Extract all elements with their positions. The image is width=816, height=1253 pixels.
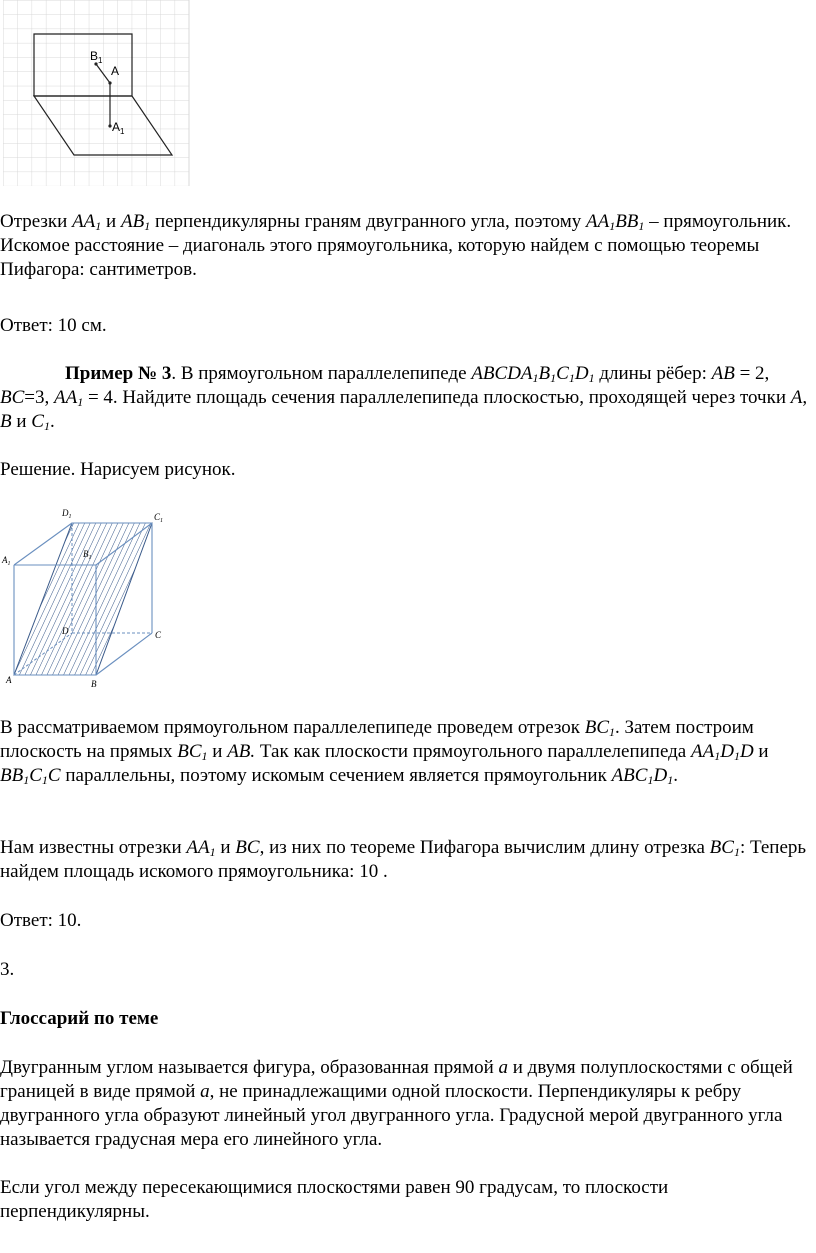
point-label-a: A [111, 64, 120, 78]
paragraph-solution-1: Отрезки $AA_1$ и $AB_1$ перпендикулярны граням двугранного угла, поэтому $AA_1BB_1$ – прямоугольник. Искомое расстояние – диагональ этого прямоугольника, которую найдем с помощью теоремы Пифагора: сантиметров. [0, 211, 792, 280]
example-3: Пример № 3. В прямоугольном параллелепипеде $ABCDA_1B_1C_1D_1$ длины рёбер: AB = 2, BC=3, $AA_1 = 4$. Найдите площадь сечения параллелепипеда плоскостью, проходящей через точки A, B и $C_1$. [0, 363, 808, 433]
vertex-label-b1: $B_1$ [83, 549, 92, 561]
answer-2: Ответ: 10. [0, 910, 82, 931]
point-label-b1: $B_1$ [90, 49, 103, 65]
paragraph-solution-2: В рассматриваемом прямоугольном параллелепипеде проведем отрезок $BC_1$. Затем построим плоскость на прямых $BC_1$ и AB. Так как плоскости прямоугольного параллелепипеда $AA_1D_1D$ и $BB_1C_1C$ параллельны, поэтому искомым сечением является прямоугольник $ABC_1D_1$. [0, 717, 769, 787]
vertex-label-d1: $D_1$ [62, 508, 72, 520]
paragraph-solution-3: Нам известны отрезки $AA_1$ и BC, из них по теореме Пифагора вычислим длину отрезка $BC_1$: Теперь найдем площадь искомого прямоугольника: 10 . [0, 837, 807, 882]
glossary-title: Глоссарий по теме [0, 1008, 159, 1029]
vertex-label-c: C [155, 630, 162, 640]
vertex-label-a: A [6, 675, 12, 685]
glossary-definition-1: Двугранным углом называется фигура, образованная прямой а и двумя полуплоскостями с общей границей в виде прямой а, не принадлежащими одной плоскости. Перпендикуляры к ребру двугранного угла образуют линейный угол двугранного угла. Градусной мерой двугранного угла называется градусная мера его линейного угла. [0, 1057, 793, 1150]
solution-intro: Решение. Нарисуем рисунок. [0, 459, 236, 480]
vertex-label-a1: $A_1$ [2, 555, 11, 567]
dihedral-angle-figure [0, 0, 190, 190]
point-label-a1: $A_1$ [112, 120, 125, 136]
vertex-label-c1: $C_1$ [154, 512, 164, 524]
vertex-label-b: B [91, 679, 97, 689]
vertex-label-d: D [62, 626, 69, 636]
parallelepiped-figure [0, 503, 175, 693]
section-number: 3. [0, 959, 15, 980]
answer-1: Ответ: 10 см. [0, 315, 107, 336]
glossary-definition-2: Если угол между пересекающимися плоскостями равен 90 градусам, то плоскости перпендикулярны. [0, 1177, 669, 1222]
